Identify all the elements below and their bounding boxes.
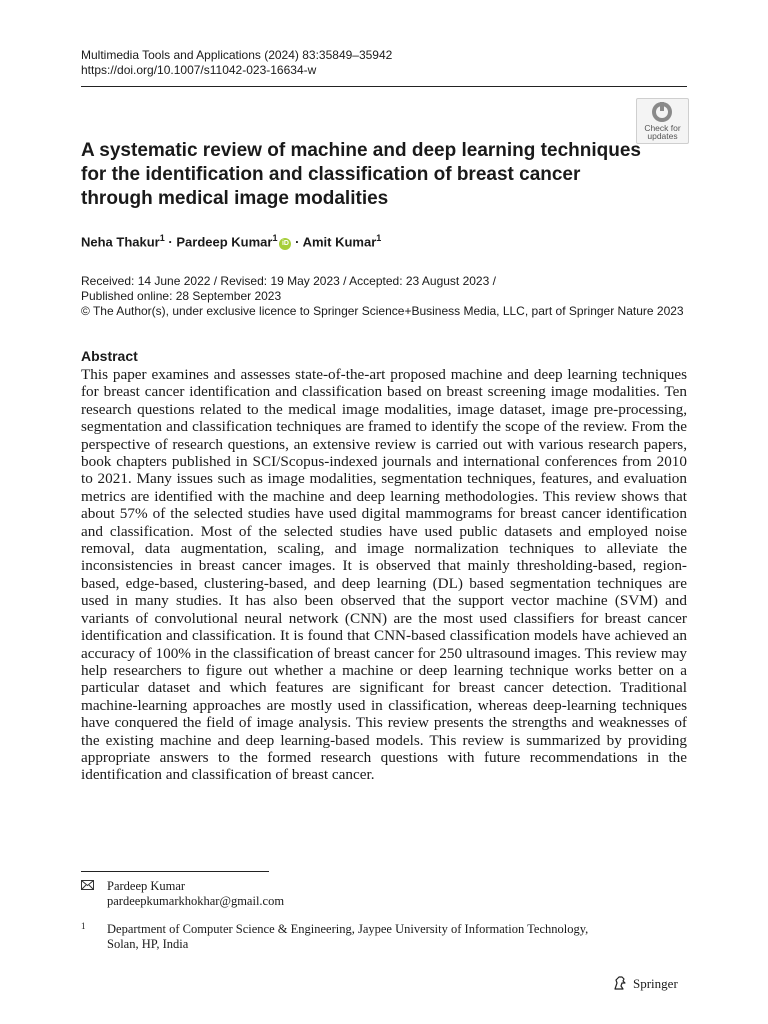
affiliation-number: 1 [81, 921, 86, 931]
author-affiliation-mark: 1 [159, 233, 165, 243]
corresponding-author-email[interactable]: pardeepkumarkhokhar@gmail.com [107, 894, 285, 908]
author-name[interactable]: Neha Thakur [81, 234, 160, 250]
publisher-name: Springer [633, 976, 678, 991]
doi-link[interactable]: https://doi.org/10.1007/s11042-023-16634-w [81, 63, 317, 77]
header-divider [81, 86, 687, 87]
journal-citation: Multimedia Tools and Applications (2024) 83:35849–35942 [81, 48, 393, 62]
author-name[interactable]: Amit Kumar [302, 234, 377, 250]
corresponding-author-name: Pardeep Kumar [107, 879, 186, 893]
paper-title: A systematic review of machine and deep learning techniques for the identification and classification of breast cancer through medical image modalities [81, 140, 641, 209]
affiliation-line2: Solan, HP, India [107, 937, 189, 951]
author-affiliation-mark: 1 [272, 233, 278, 243]
envelope-icon [81, 880, 94, 890]
affiliation-text [107, 922, 707, 952]
publication-history [81, 274, 684, 319]
abstract-heading: Abstract [81, 348, 138, 364]
author-name[interactable]: Pardeep Kumar [176, 234, 273, 250]
orcid-icon[interactable]: iD [279, 238, 291, 250]
published-date: Published online: 28 September 2023 [81, 289, 282, 303]
author-affiliation-mark: 1 [376, 233, 382, 243]
copyright-notice: © The Author(s), under exclusive licence to Springer Science+Business Media, LLC, part of Springer Nature 2023 [81, 304, 684, 318]
footnote-divider [81, 871, 269, 872]
author-separator: · [168, 234, 173, 250]
check-for-updates-badge[interactable] [636, 98, 689, 144]
journal-header [81, 48, 392, 78]
check-updates-icon [651, 101, 673, 123]
author-list [81, 233, 381, 250]
affiliation-line1: Department of Computer Science & Engineering, Jaypee University of Information Technology, [107, 922, 589, 936]
check-updates-line2: updates [647, 131, 678, 141]
author-separator: · [295, 234, 300, 250]
check-updates-line1: Check for [644, 123, 681, 133]
abstract-text: This paper examines and assesses state-of-the-art proposed machine and deep learning techniques for breast cancer identification and classification based on breast screening image modalities. Ten research questions related to the medical image modalities, image dataset, image pre-processing, segmentation and classification techniques are framed to identify the scope of the review. From the perspective of research questions, an extensive review is carried out with various research papers, book chapters published in SCI/Scopus-indexed journals and international conferences from 2010 to 2021. Many issues such as image modalities, segmentation techniques, features, and evaluation metrics are identified with the machine and deep learning methodologies. This review shows that about 57% of the selected studies have used digital mammograms for breast cancer identification and classification. Most of the selected studies have used public datasets and employed noise removal, data augmentation, scaling, and image normalization techniques to alleviate the inconsistencies in breast cancer images. It is observed that mainly thresholding-based, region-based, edge-based, clustering-based, and deep learning (DL) based segmentation techniques are used in many studies. It has also been observed that the support vector machine (SVM) and variants of convolutional neural network (CNN) are the most used classifiers for breast cancer identification and classification. It is found that CNN-based classification models have achieved an accuracy of 100% in the classification of breast cancer for 250 ultrasound images. This review may help researchers to figure out whether a machine or deep learning technique works better on a particular dataset and which features are significant for breast cancer detection. Traditional machine-learning approaches are mostly used in classification, whereas deep-learning techniques have conquered the field of image analysis. This review presents the strengths and weaknesses of the existing machine and deep learning-based models. This review is summarized by providing appropriate answers to the formed research questions with future recommendations in the identification and classification of breast cancer. [81, 366, 687, 784]
springer-horse-icon [612, 975, 628, 991]
received-dates: Received: 14 June 2022 / Revised: 19 May 2023 / Accepted: 23 August 2023 / [81, 274, 496, 288]
